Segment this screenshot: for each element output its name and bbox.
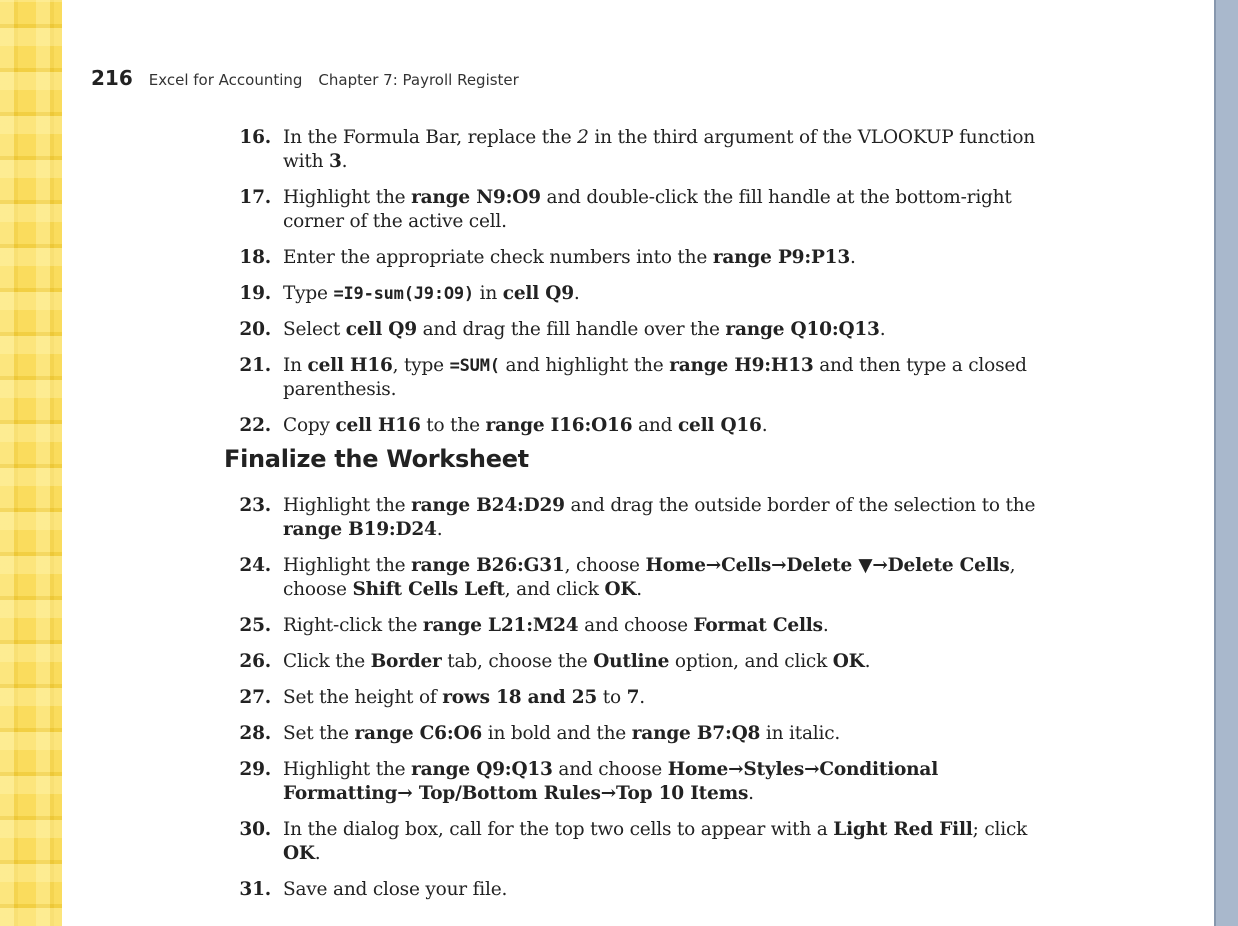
step-text-segment: Type: [283, 283, 334, 304]
page-header: [91, 66, 519, 92]
step-number: 28.: [239, 723, 271, 744]
step-text-segment: Enter the appropriate check numbers into the: [283, 247, 713, 268]
step-number: 21.: [239, 355, 271, 376]
step-number: 27.: [239, 687, 271, 708]
step-text-segment: range B19:D24: [283, 519, 437, 540]
decorative-left-strip: [0, 0, 62, 926]
step-text: [271, 722, 1052, 746]
step-text-segment: Highlight the: [283, 495, 412, 516]
step-text-segment: and double-click the fill handle at the bottom-right corner of the active cell.: [283, 187, 1012, 232]
step-text-segment: OK: [832, 651, 865, 672]
step-text-segment: , choose: [283, 555, 1016, 600]
step-text-segment: .: [341, 151, 348, 172]
step-text: [271, 186, 1052, 234]
step-item: [222, 282, 1052, 306]
step-item: [222, 246, 1052, 270]
step-text-segment: Highlight the: [283, 759, 412, 780]
step-text: [271, 650, 1052, 674]
step-text-segment: range P9:P13: [712, 247, 851, 268]
step-text: [271, 494, 1052, 542]
step-text-segment: .: [573, 283, 580, 304]
step-text-segment: .: [761, 415, 768, 436]
step-text-segment: Right-click the: [283, 615, 423, 636]
chapter-title: Chapter 7: Payroll Register: [318, 71, 519, 89]
step-text-segment: and then type a closed parenthesis.: [283, 355, 1027, 400]
step-text-segment: and drag the fill handle over the: [416, 319, 726, 340]
step-text: [271, 354, 1052, 402]
step-text-segment: Home→Cells→Delete ▼→Delete Cells: [645, 555, 1010, 576]
step-text-segment: ; click: [972, 819, 1028, 840]
step-text-segment: Set the height of: [283, 687, 443, 708]
step-item: [222, 494, 1052, 542]
step-text-segment: cell H16: [335, 415, 421, 436]
step-text-segment: Outline: [593, 651, 670, 672]
step-number: 31.: [239, 879, 271, 900]
step-text-segment: OK: [604, 579, 637, 600]
step-item: [222, 318, 1052, 342]
step-text: [271, 414, 1052, 438]
step-text-segment: In the Formula Bar, replace the: [283, 127, 578, 148]
step-item: [222, 126, 1052, 174]
step-text: [271, 878, 1052, 902]
step-text-segment: Highlight the: [283, 555, 412, 576]
section-title: Finalize the Worksheet: [224, 445, 529, 473]
step-number: 30.: [239, 819, 271, 840]
step-item: [222, 722, 1052, 746]
step-text-segment: .: [850, 247, 856, 268]
step-text-segment: Copy: [283, 415, 336, 436]
step-text-segment: cell H16: [307, 355, 393, 376]
step-text-segment: 2: [577, 127, 589, 148]
step-text-segment: to: [597, 687, 627, 708]
step-text-segment: .: [864, 651, 871, 672]
step-text: [271, 686, 1052, 710]
step-text-segment: .: [314, 843, 321, 864]
step-text-segment: range C6:O6: [354, 723, 483, 744]
step-text-segment: =I9-sum(J9:O9): [333, 284, 474, 304]
step-text-segment: Save and close your file.: [283, 879, 508, 900]
step-text-segment: range H9:H13: [669, 355, 814, 376]
book-title: Excel for Accounting: [148, 71, 303, 89]
step-text-segment: In the dialog box, call for the top two cells to appear with a: [283, 819, 834, 840]
step-text-segment: .: [639, 687, 645, 708]
step-text-segment: to the: [420, 415, 486, 436]
step-text-segment: , choose: [564, 555, 646, 576]
step-text-segment: .: [822, 615, 829, 636]
step-text-segment: and: [632, 415, 678, 436]
step-number: 16.: [239, 127, 271, 148]
steps-list-part2: [222, 494, 1052, 914]
step-text-segment: =SUM(: [449, 356, 500, 376]
step-number: 24.: [239, 555, 271, 576]
step-number: 19.: [239, 283, 271, 304]
step-text-segment: option, and click: [669, 651, 833, 672]
steps-list-part1: [222, 126, 1052, 450]
step-text-segment: range B24:D29: [411, 495, 565, 516]
page-number: 216: [91, 66, 133, 90]
step-text: [271, 818, 1052, 866]
step-text-segment: rows 18 and 25: [442, 687, 598, 708]
step-item: [222, 818, 1052, 866]
step-text-segment: cell Q9: [345, 319, 417, 340]
step-text-segment: cell Q16: [677, 415, 762, 436]
step-text: [271, 126, 1052, 174]
step-text-segment: in the third argument of the VLOOKUP function with: [283, 127, 1036, 172]
step-text: [271, 554, 1052, 602]
step-text-segment: Home→Styles→Conditional Formatting→ Top/Bottom Rules→Top 10 Items: [283, 759, 939, 804]
step-text-segment: and drag the outside border of the selection to the: [564, 495, 1036, 516]
step-text-segment: , type: [392, 355, 450, 376]
step-text-segment: Click the: [283, 651, 371, 672]
step-text-segment: cell Q9: [502, 283, 574, 304]
step-text-segment: OK: [283, 843, 315, 864]
step-text-segment: .: [436, 519, 443, 540]
step-text-segment: Shift Cells Left: [352, 579, 505, 600]
step-text-segment: in: [473, 283, 503, 304]
step-item: [222, 758, 1052, 806]
step-item: [222, 414, 1052, 438]
step-text-segment: .: [748, 783, 754, 804]
step-text: [271, 758, 1052, 806]
step-number: 23.: [239, 495, 271, 516]
step-text-segment: Border: [370, 651, 442, 672]
step-text-segment: range I16:O16: [485, 415, 633, 436]
page-edge-strip: [1214, 0, 1238, 926]
step-text-segment: .: [879, 319, 886, 340]
step-text-segment: and choose: [552, 759, 668, 780]
step-text-segment: in italic.: [760, 723, 841, 744]
step-text-segment: range Q10:Q13: [725, 319, 880, 340]
step-text-segment: 7: [626, 687, 640, 708]
step-item: [222, 186, 1052, 234]
step-text-segment: Select: [283, 319, 346, 340]
step-number: 26.: [239, 651, 271, 672]
step-text-segment: Set the: [283, 723, 355, 744]
step-text: [271, 318, 1052, 342]
step-text-segment: range B7:Q8: [631, 723, 761, 744]
step-text-segment: range N9:O9: [411, 187, 541, 208]
step-item: [222, 614, 1052, 638]
step-item: [222, 554, 1052, 602]
step-text-segment: In: [283, 355, 308, 376]
step-number: 29.: [239, 759, 271, 780]
step-text-segment: , and click: [504, 579, 605, 600]
step-text-segment: in bold and the: [482, 723, 632, 744]
step-text: [271, 614, 1052, 638]
step-number: 17.: [239, 187, 271, 208]
step-item: [222, 878, 1052, 902]
step-number: 22.: [239, 415, 271, 436]
step-number: 25.: [239, 615, 271, 636]
step-text: [271, 246, 1052, 270]
step-number: 20.: [239, 319, 271, 340]
step-number: 18.: [239, 247, 271, 268]
step-item: [222, 650, 1052, 674]
step-text-segment: 3: [328, 151, 342, 172]
step-text-segment: and highlight the: [499, 355, 670, 376]
step-text-segment: .: [636, 579, 642, 600]
step-item: [222, 686, 1052, 710]
step-text: [271, 282, 1052, 306]
step-text-segment: range L21:M24: [422, 615, 579, 636]
step-item: [222, 354, 1052, 402]
step-text-segment: Format Cells: [693, 615, 823, 636]
step-text-segment: tab, choose the: [441, 651, 594, 672]
step-text-segment: Light Red Fill: [833, 819, 973, 840]
step-text-segment: and choose: [578, 615, 694, 636]
step-text-segment: Highlight the: [283, 187, 412, 208]
step-text-segment: range Q9:Q13: [411, 759, 553, 780]
step-text-segment: range B26:G31: [411, 555, 565, 576]
